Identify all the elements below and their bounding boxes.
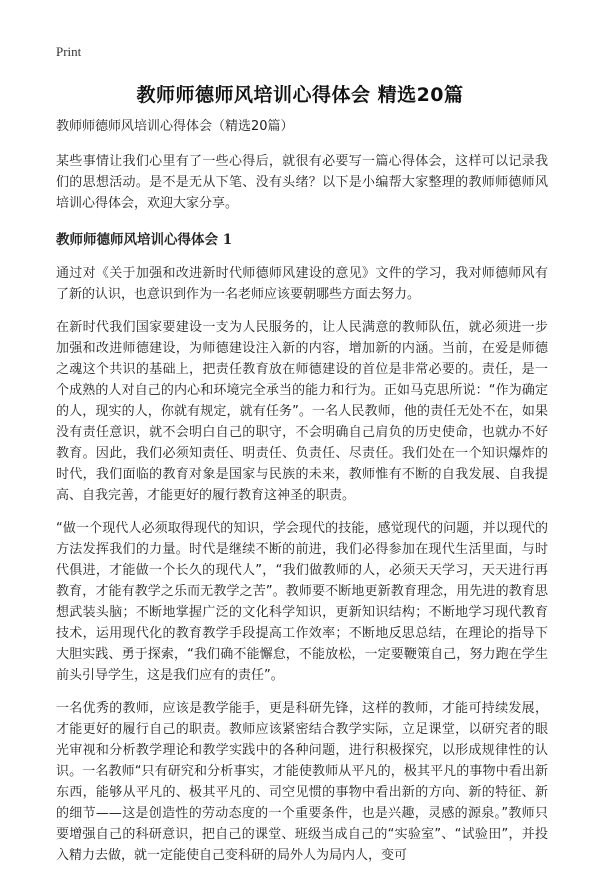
document-body xyxy=(56,116,548,878)
body-paragraph: 在新时代我们国家要建设一支为人民服务的，让人民满意的教师队伍，就必须进一步加强和改进师德建设，为师德建设注入新的内容，增加新的内涵。当前，在爱是师德之魂这个共识的基础上，把责任教育放在师德建设的首位是非常必要的。责任，是一个成熟的人对自己的内心和环境完全承当的能力和行为。正如马克思所说：“作为确定的人，现实的人，你就有规定，就有任务”。一名人民教师，他的责任无处不在，如果没有责任意识，就不会明白自己的职守，不会明确自己肩负的历史使命，也就办不好教育。因此，我们必须知责任、明责任、负责任、尽责任。我们处在一个知识爆炸的时代，我们面临的教育对象是国家与民族的未来，教师惟有不断的自我发展、自我提高、自我完善，才能更好的履行教育这神圣的职责。 xyxy=(56,320,548,503)
print-link[interactable]: Print xyxy=(56,44,82,59)
body-paragraph: “做一个现代人必须取得现代的知识，学会现代的技能，感觉现代的问题，并以现代的方法发挥我们的力量。时代是继续不断的前进，我们必得参加在现代生活里面，与时代俱进，才能做一个长久的现代人”，“我们做教师的人，必须天天学习，天天进行再教育，才能有教学之乐而无教学之苦”。教师要不断地更新教育理念，用先进的教育思想武装头脑；不断地掌握广泛的文化科学知识，更新知识结构；不断地学习现代教育技术，运用现代化的教育教学手段提高工作效率；不断地反思总结，在理论的指导下大胆实践、勇于探索，“我们确不能懈怠，不能放松，一定要鞭策自己，努力跑在学生前头引导学生，这是我们应有的责任”。 xyxy=(56,521,548,683)
section-heading: 教师师德师风培训心得体会 1 xyxy=(56,232,233,248)
body-paragraph: 一名优秀的教师，应该是教学能手，更是科研先锋，这样的教师，才能可持续发展，才能更好的履行自己的职责。教师应该紧密结合教学实际，立足课堂，以研究者的眼光审视和分析教学理论和教学实践中的各种问题，进行积极探究，以形成规律性的认识。一名教师“只有研究和分析事实，才能使教师从平凡的，极其平凡的事物中看出新东西，能够从平凡的、极其平凡的、司空见惯的事物中看出新的方向、新的特征、新的细节——这是创造性的劳动态度的一个重要条件，也是兴趣，灵感的源泉。”教师只要增强自己的科研意识，把自己的课堂、班级当成自己的“实验室”、“试验田”，并投入精力去做，就一定能使自己变科研的局外人为局内人，变可 xyxy=(56,701,548,863)
page-title: 教师师德师风培训心得体会 精选20篇 xyxy=(136,84,464,106)
document-subtitle: 教师师德师风培训心得体会（精选20篇） xyxy=(56,119,294,134)
intro-paragraph: 某些事情让我们心里有了一些心得后，就很有必要写一篇心得体会，这样可以记录我们的思想活动。是不是无从下笔、没有头绪？以下是小编帮大家整理的教师师德师风培训心得体会，欢迎大家分享。 xyxy=(56,154,548,211)
body-paragraph: 通过对《关于加强和改进新时代师德师风建设的意见》文件的学习，我对师德师风有了新的认识，也意识到作为一名老师应该要朝哪些方面去努力。 xyxy=(56,266,548,302)
